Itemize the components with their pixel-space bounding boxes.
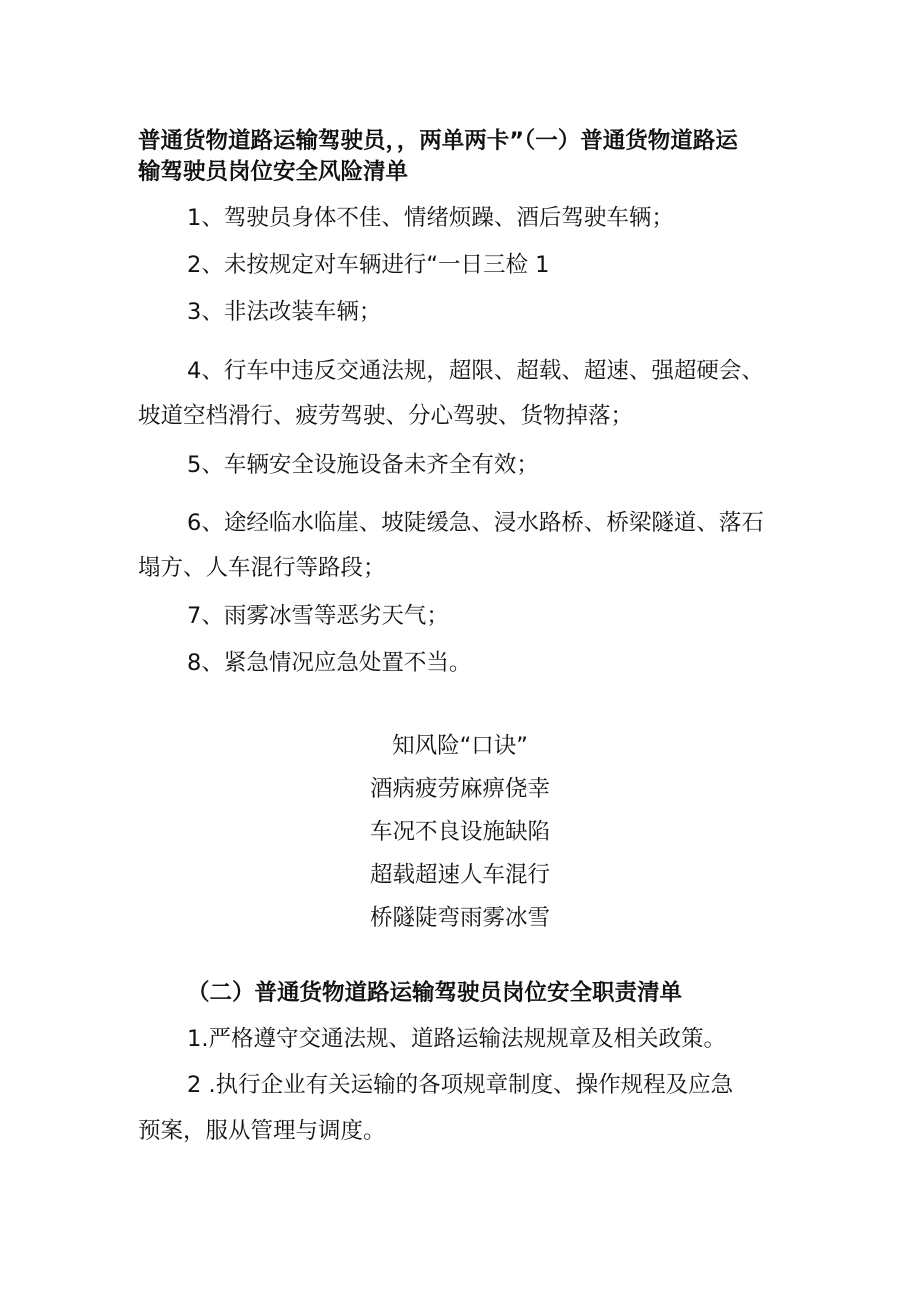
risk-item-8: 8、紧急情况应急处置不当。 [187, 650, 472, 676]
risk-item-6-continued: 塌方、人车混行等路段； [138, 555, 386, 581]
risk-item-5: 5、车辆安全设施设备未齐全有效； [187, 452, 539, 478]
duty-item-1: 1.严格遵守交通法规、道路运输法规规章及相关政策。 [187, 1026, 726, 1052]
risk-item-4: 4、行车中违反交通法规，超限、超载、超速、强超硬会、 [187, 358, 764, 384]
risk-item-7: 7、雨雾冰雪等恶劣天气； [187, 603, 449, 629]
section2-title: （二）普通货物道路运输驾驶员岗位安全职责清单 [187, 980, 683, 1006]
duty-item-2-continued: 预案，服从管理与调度。 [138, 1118, 386, 1144]
section1-title-line1: 普通货物道路运输驾驶员，，两单两卡”（一）普通货物道路运 [138, 128, 738, 154]
risk-item-2: 2、未按规定对车辆进行“一日三检 1 [187, 252, 550, 278]
mnemonic-line-1: 酒病疲劳麻痹侥幸 [369, 776, 550, 802]
mnemonic-line-4: 桥隧陡弯雨雾冰雪 [369, 905, 550, 931]
risk-item-4-continued: 坡道空档滑行、疲劳驾驶、分心驾驶、货物掉落； [138, 403, 634, 429]
risk-item-1: 1、驾驶员身体不佳、情绪烦躁、酒后驾驶车辆； [187, 205, 674, 231]
section1-title-line2: 输驾驶员岗位安全风险清单 [138, 159, 409, 185]
mnemonic-line-3: 超载超速人车混行 [369, 862, 550, 888]
mnemonic-title: 知风险“口诀” [392, 733, 528, 759]
duty-item-2: 2 .执行企业有关运输的各项规章制度、操作规程及应急 [187, 1072, 734, 1098]
mnemonic-line-2: 车况不良设施缺陷 [369, 819, 550, 845]
risk-item-6: 6、途经临水临崖、坡陡缓急、浸水路桥、桥梁隧道、落石 [187, 510, 764, 536]
risk-item-3: 3、非法改装车辆； [187, 299, 382, 325]
